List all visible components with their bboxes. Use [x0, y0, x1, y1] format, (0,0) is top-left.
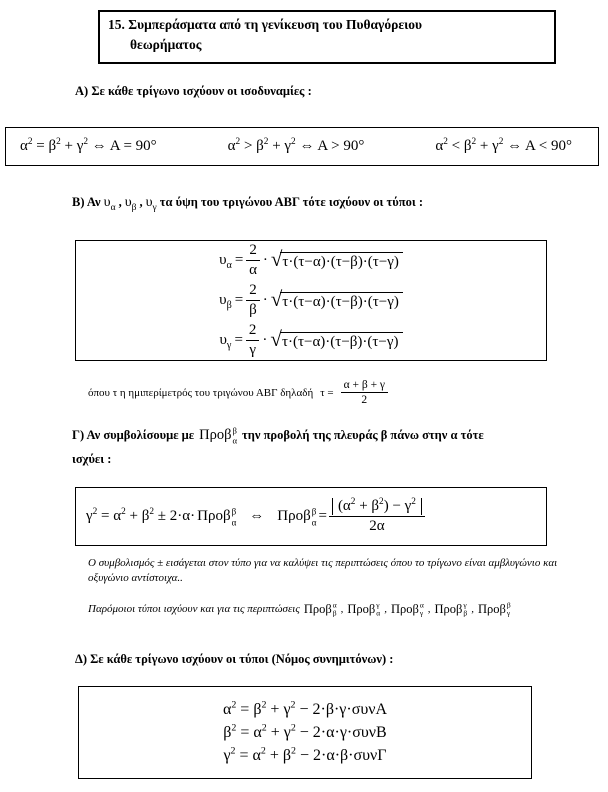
section-c-post: την προβολή της πλευράς β πάνω στην α τότε — [242, 428, 484, 443]
height-lhs: $\upsilon_\gamma$ — [219, 332, 232, 351]
projection-denominator: 2α — [329, 516, 425, 535]
semiperimeter-text: όπου τ η ημιπερίμετρός του τριγώνου ΑΒΓ δηλαδή — [88, 386, 314, 399]
title-line1: 15. Συμπεράσματα από τη γενίκευση του Πυθαγόρειου — [108, 17, 423, 32]
section-c-heading — [72, 426, 592, 467]
section-d-heading: Δ) Σε κάθε τρίγωνο ισχύουν οι τύποι (Νόμος συνημιτόνων) : — [75, 652, 394, 666]
comma: , — [139, 195, 143, 209]
cosine-formula-row: $\alpha^2 = \beta^2 + \gamma^2 - 2\cdot\beta\cdot\gamma\cdot\sigma\upsilon\nu A$ — [222, 699, 388, 718]
square-root — [270, 327, 402, 351]
radicand: τ·(τ−α)·(τ−β)·(τ−γ) — [280, 292, 403, 311]
semiperimeter-note — [88, 379, 388, 406]
projection-symbol: Προβ α γ — [390, 600, 424, 618]
section-c-pre: Γ) Αν συμβολίσουμε με — [72, 428, 195, 443]
semiperimeter-fraction: $\frac{\alpha + \beta + \gamma}{2}$ — [341, 379, 388, 406]
square-root — [270, 247, 403, 271]
cosine-formula-row: $\gamma^2 = \alpha^2 + \beta^2 - 2\cdot\alpha\cdot\beta\cdot\sigma\upsilon\nu\Gamma$ — [223, 745, 387, 764]
section-b-pre: Β) Αν — [72, 195, 101, 209]
title-box — [98, 10, 556, 64]
projection-lhs: $\gamma^2 = \alpha^2 + \beta^2 \pm 2\cdot\alpha\cdot$ — [86, 507, 196, 524]
equivalence-formula: $\alpha^2 = \beta^2 + \gamma^2$ ⇔ Α = 90° — [20, 137, 157, 154]
height-lhs: $\upsilon_\alpha$ — [219, 252, 232, 271]
equals-sign: = — [318, 508, 327, 524]
height-lhs: $\upsilon_\beta$ — [219, 292, 232, 311]
radical-icon: √ — [270, 247, 283, 271]
section-c-line2: ισχύει : — [72, 452, 112, 467]
height-symbol: $\upsilon_\alpha$ — [103, 195, 116, 213]
title-line2: θεωρήματος — [130, 37, 202, 53]
equals-sign: = — [234, 292, 244, 308]
fraction: $\frac{2}{\beta}$ — [246, 282, 260, 319]
projection-lhs-group — [86, 506, 236, 526]
equals-sign: = — [234, 252, 244, 268]
height-formula-row — [219, 322, 402, 359]
projection-symbol: Προβ β γ — [477, 600, 511, 618]
projection-symbol: Προβ α β — [303, 600, 337, 618]
comma: , — [340, 603, 344, 616]
radicand: τ·(τ−α)·(τ−β)·(τ−γ) — [280, 252, 403, 271]
projection-symbol: Προβ β α — [277, 506, 317, 528]
radicand: τ·(τ−α)·(τ−β)·(τ−γ) — [280, 332, 403, 351]
comma: , — [118, 195, 122, 209]
radical-icon: √ — [270, 327, 282, 351]
fraction: $\frac{2}{\gamma}$ — [246, 322, 260, 359]
comma: , — [471, 603, 474, 616]
note2-pre: Παρόμοιοι τύποι ισχύουν και για τις περιπτώσεις — [88, 603, 300, 616]
equals-sign: = — [234, 332, 243, 348]
projection-symbol: Προβ β α — [197, 506, 237, 528]
height-formula-row — [219, 282, 403, 319]
dot-operator: · — [262, 252, 268, 268]
dot-operator: · — [262, 332, 268, 348]
height-formula-row — [219, 242, 403, 279]
projection-rhs-group — [277, 498, 425, 535]
absolute-value: $(\alpha^2 + \beta^2) - \gamma^2$ — [332, 498, 422, 515]
dot-operator: · — [262, 292, 268, 308]
height-symbol: $\upsilon_\beta$ — [124, 195, 137, 213]
tau-lhs: τ = — [320, 386, 334, 399]
similar-projections-note — [88, 601, 511, 618]
fraction: $\frac{2}{\alpha}$ — [246, 242, 260, 279]
equivalence-box — [5, 127, 599, 166]
projection-symbol: Προβ β α — [199, 425, 238, 446]
cosine-formula-row: $\beta^2 = \alpha^2 + \gamma^2 - 2\cdot\alpha\cdot\gamma\cdot\sigma\upsilon\nu B$ — [223, 722, 387, 741]
iff-arrow: ⇔ — [249, 508, 265, 524]
equivalence-formula: $\alpha^2 < \beta^2 + \gamma^2$ ⇔ Α < 90° — [435, 137, 572, 154]
height-symbol: $\upsilon_\gamma$ — [145, 195, 157, 213]
projection-fraction — [329, 498, 425, 535]
square-root — [270, 287, 403, 311]
section-a-heading: Α) Σε κάθε τρίγωνο ισχύουν οι ισοδυναμίες : — [75, 84, 312, 98]
comma: , — [427, 603, 431, 616]
section-c-line1 — [72, 426, 592, 445]
projection-symbol: Προβ γ α — [347, 600, 381, 618]
section-b-heading — [72, 195, 423, 211]
radical-icon: √ — [270, 287, 283, 311]
plusminus-note: Ο συμβολισμός ± εισάγεται στον τύπο για να καλύψει τις περιπτώσεις όπου το τρίγωνο είναι αμβλυγώνιο και οξυγώνιο αντίστοιχα.. — [88, 557, 558, 585]
projection-symbol: Προβ γ β — [434, 600, 468, 618]
projection-formula-box — [75, 487, 547, 546]
law-of-cosines-box — [78, 686, 532, 779]
comma: , — [384, 603, 387, 616]
section-b-post: τα ύψη του τριγώνου ΑΒΓ τότε ισχύουν οι τύποι : — [159, 195, 423, 209]
equivalence-formula: $\alpha^2 > \beta^2 + \gamma^2$ ⇔ Α > 90° — [227, 137, 365, 154]
heights-formula-box — [75, 240, 547, 361]
